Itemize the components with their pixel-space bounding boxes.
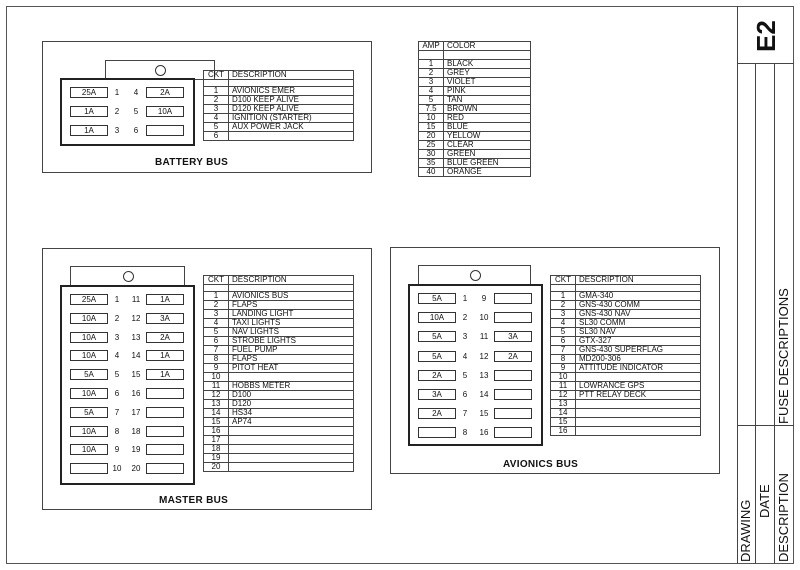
amp-cell: 10 [419, 114, 444, 123]
color-header: COLOR [444, 42, 531, 51]
fuse-number: 18 [131, 426, 141, 436]
table-row [419, 60, 531, 69]
table-row [551, 427, 701, 436]
description-cell: AP74 [229, 418, 354, 427]
ckt-cell: 10 [204, 373, 229, 382]
fuse-number: 6 [133, 126, 139, 135]
table-row [204, 409, 354, 418]
table-header-row [204, 276, 354, 285]
fuse-number: 4 [133, 88, 139, 97]
fuse-number: 2 [114, 313, 120, 323]
fuse-slot [494, 427, 532, 438]
description-cell: D100 [229, 391, 354, 400]
description-cell: HOBBS METER [229, 382, 354, 391]
amp-color-legend-table [418, 41, 531, 177]
table-spacer-row [419, 51, 531, 60]
table-row [551, 328, 701, 337]
fuse-slot: 25A [70, 87, 108, 98]
fuse-number: 3 [114, 126, 120, 135]
amp-cell: 30 [419, 150, 444, 159]
amp-cell: 35 [419, 159, 444, 168]
table-row [204, 454, 354, 463]
color-cell: BLUE [444, 123, 531, 132]
fuse-slot [146, 463, 184, 474]
table-row [204, 364, 354, 373]
fuse-number: 4 [114, 351, 120, 361]
ckt-cell: 11 [551, 382, 576, 391]
color-cell: GREEN [444, 150, 531, 159]
fuse-slot [494, 312, 532, 323]
color-cell: GREY [444, 69, 531, 78]
ckt-cell: 1 [204, 87, 229, 96]
fuse-slot: 10A [146, 106, 184, 117]
avionics-bus-panel [390, 247, 720, 474]
title-block-top-rule [737, 63, 794, 64]
table-row [204, 427, 354, 436]
amp-cell: 40 [419, 168, 444, 177]
ckt-cell: 15 [551, 418, 576, 427]
table-row [204, 355, 354, 364]
fuse-number: 3 [114, 332, 120, 342]
date-label: DATE [757, 484, 772, 518]
avionics-circuit-table [550, 275, 701, 436]
fuse-slot [494, 408, 532, 419]
amp-cell: 3 [419, 78, 444, 87]
ckt-cell: 8 [204, 355, 229, 364]
fuse-slot: 10A [70, 332, 108, 343]
table-row [204, 337, 354, 346]
ckt-header: CKT [204, 276, 229, 285]
color-cell: BLACK [444, 60, 531, 69]
description-label: DESCRIPTION [776, 473, 791, 562]
table-row [204, 463, 354, 472]
fuse-number: 4 [462, 351, 468, 361]
description-cell [576, 418, 701, 427]
description-cell [576, 409, 701, 418]
ckt-cell: 17 [204, 436, 229, 445]
fuse-slot: 2A [494, 351, 532, 362]
master-circuit-table [203, 275, 354, 472]
ckt-cell: 13 [204, 400, 229, 409]
fuse-block-tab [70, 266, 185, 286]
fuse-number: 11 [131, 295, 141, 304]
description-cell: SL30 NAV [576, 328, 701, 337]
ckt-cell: 13 [551, 400, 576, 409]
ckt-cell: 1 [551, 292, 576, 301]
table-row [204, 391, 354, 400]
master-bus-title: MASTER BUS [159, 495, 229, 506]
fuse-number: 19 [131, 445, 141, 455]
fuse-slot: 3A [418, 389, 456, 400]
amp-cell: 1 [419, 60, 444, 69]
ckt-cell: 12 [204, 391, 229, 400]
table-row [551, 400, 701, 409]
amp-cell: 20 [419, 132, 444, 141]
description-cell [229, 454, 354, 463]
table-row [419, 168, 531, 177]
ckt-cell: 4 [551, 319, 576, 328]
color-cell: YELLOW [444, 132, 531, 141]
amp-cell: 4 [419, 87, 444, 96]
fuse-number: 5 [114, 370, 120, 380]
fuse-number: 6 [462, 390, 468, 399]
fuse-slot: 2A [146, 87, 184, 98]
amp-cell: 15 [419, 123, 444, 132]
fuse-slot: 2A [418, 370, 456, 381]
color-cell: RED [444, 114, 531, 123]
description-cell: D120 KEEP ALIVE [229, 105, 354, 114]
fuse-number: 10 [112, 464, 122, 474]
table-row [419, 87, 531, 96]
fuse-number: 9 [481, 294, 487, 303]
description-cell: ATTITUDE INDICATOR [576, 364, 701, 373]
table-row [419, 78, 531, 87]
fuse-number: 5 [133, 107, 139, 116]
description-header: DESCRIPTION [576, 276, 701, 285]
table-header-row [551, 276, 701, 285]
avionics-fuse-block [408, 284, 543, 446]
table-row [551, 346, 701, 355]
description-cell: GNS-430 SUPERFLAG [576, 346, 701, 355]
fuse-number: 7 [114, 407, 120, 417]
ckt-cell: 10 [551, 373, 576, 382]
fuse-number: 7 [462, 409, 468, 419]
color-cell: CLEAR [444, 141, 531, 150]
ckt-header: CKT [204, 71, 229, 80]
title-block-col [755, 63, 756, 564]
master-bus-panel [42, 248, 372, 510]
fuse-number: 11 [479, 332, 489, 342]
fuse-number: 14 [131, 351, 141, 361]
table-row [419, 114, 531, 123]
description-cell: GNS-430 COMM [576, 301, 701, 310]
description-cell: PITOT HEAT [229, 364, 354, 373]
fuse-block-tab [105, 60, 215, 80]
mount-hole-icon [123, 271, 134, 282]
description-cell [229, 132, 354, 141]
ckt-cell: 1 [204, 292, 229, 301]
ckt-cell: 11 [204, 382, 229, 391]
description-cell [229, 463, 354, 472]
fuse-number: 1 [114, 295, 120, 304]
ckt-cell: 8 [551, 355, 576, 364]
description-cell: FLAPS [229, 301, 354, 310]
fuse-slot: 5A [418, 351, 456, 362]
fuse-slot [494, 293, 532, 304]
table-row [204, 400, 354, 409]
description-cell: TAXI LIGHTS [229, 319, 354, 328]
ckt-cell: 5 [204, 123, 229, 132]
fuse-number: 1 [462, 294, 468, 303]
fuse-slot: 10A [418, 312, 456, 323]
color-cell: BROWN [444, 105, 531, 114]
ckt-cell: 4 [204, 114, 229, 123]
table-header-row [204, 71, 354, 80]
ckt-cell: 18 [204, 445, 229, 454]
ckt-cell: 3 [204, 310, 229, 319]
ckt-cell: 16 [551, 427, 576, 436]
fuse-slot: 3A [494, 331, 532, 342]
fuse-number: 15 [479, 409, 489, 419]
fuse-number: 2 [462, 313, 468, 323]
ckt-cell: 7 [551, 346, 576, 355]
amp-cell: 25 [419, 141, 444, 150]
ckt-cell: 14 [551, 409, 576, 418]
ckt-cell: 9 [551, 364, 576, 373]
description-cell: LOWRANCE GPS [576, 382, 701, 391]
amp-header: AMP [419, 42, 444, 51]
description-cell: FUEL PUMP [229, 346, 354, 355]
fuse-slot: 5A [70, 407, 108, 418]
description-cell [576, 427, 701, 436]
fuse-number: 14 [479, 390, 489, 399]
fuse-number: 2 [114, 107, 120, 116]
description-cell: AVIONICS BUS [229, 292, 354, 301]
fuse-slot [146, 444, 184, 455]
ckt-cell: 6 [551, 337, 576, 346]
fuse-slot [494, 389, 532, 400]
color-cell: ORANGE [444, 168, 531, 177]
description-cell: MD200-306 [576, 355, 701, 364]
ckt-cell: 20 [204, 463, 229, 472]
fuse-slot: 10A [70, 313, 108, 324]
table-row [419, 132, 531, 141]
description-cell [229, 445, 354, 454]
description-cell: D120 [229, 400, 354, 409]
ckt-cell: 16 [204, 427, 229, 436]
fuse-slot: 10A [70, 350, 108, 361]
description-cell: PTT RELAY DECK [576, 391, 701, 400]
fuse-number: 12 [479, 351, 489, 361]
ckt-cell: 6 [204, 132, 229, 141]
description-cell [229, 427, 354, 436]
ckt-cell: 19 [204, 454, 229, 463]
legend-header-row [419, 42, 531, 51]
color-cell: TAN [444, 96, 531, 105]
drawing-label: DRAWING [738, 499, 753, 562]
description-cell: NAV LIGHTS [229, 328, 354, 337]
description-cell: AUX POWER JACK [229, 123, 354, 132]
ckt-cell: 5 [551, 328, 576, 337]
avionics-bus-title: AVIONICS BUS [503, 459, 579, 470]
ckt-cell: 15 [204, 418, 229, 427]
fuse-number: 17 [131, 407, 141, 417]
description-cell: IGNITION (STARTER) [229, 114, 354, 123]
fuse-number: 16 [131, 389, 141, 398]
fuse-number: 13 [131, 332, 141, 342]
fuse-slot [70, 463, 108, 474]
table-row [204, 292, 354, 301]
description-cell [576, 400, 701, 409]
ckt-cell: 2 [551, 301, 576, 310]
fuse-block-tab [418, 265, 531, 285]
table-row [551, 319, 701, 328]
description-cell: GNS-430 NAV [576, 310, 701, 319]
fuse-slot [494, 370, 532, 381]
fuse-number: 8 [462, 428, 468, 438]
fuse-slot [146, 125, 184, 136]
ckt-cell: 6 [204, 337, 229, 346]
description-cell: GTX-327 [576, 337, 701, 346]
title-block-col [774, 63, 775, 564]
fuse-slot: 2A [418, 408, 456, 419]
description-cell: LANDING LIGHT [229, 310, 354, 319]
table-row [551, 364, 701, 373]
table-row [551, 310, 701, 319]
table-spacer-row [551, 285, 701, 292]
battery-bus-panel [42, 41, 372, 173]
description-cell: FLAPS [229, 355, 354, 364]
table-row [204, 123, 354, 132]
table-row [551, 409, 701, 418]
table-row [204, 132, 354, 141]
description-cell: SL30 COMM [576, 319, 701, 328]
fuse-slot: 3A [146, 313, 184, 324]
amp-cell: 7.5 [419, 105, 444, 114]
fuse-slot [146, 388, 184, 399]
description-header: DESCRIPTION [229, 276, 354, 285]
ckt-cell: 2 [204, 301, 229, 310]
description-cell: STROBE LIGHTS [229, 337, 354, 346]
description-cell: AVIONICS EMER [229, 87, 354, 96]
color-cell: VIOLET [444, 78, 531, 87]
fuse-slot [418, 427, 456, 438]
ckt-cell: 3 [551, 310, 576, 319]
fuse-slot: 10A [70, 388, 108, 399]
fuse-slot: 10A [70, 426, 108, 437]
amp-cell: 2 [419, 69, 444, 78]
color-cell: BLUE GREEN [444, 159, 531, 168]
fuse-slot: 5A [418, 331, 456, 342]
ckt-cell: 4 [204, 319, 229, 328]
mount-hole-icon [155, 65, 166, 76]
description-header: DESCRIPTION [229, 71, 354, 80]
fuse-number: 1 [114, 88, 120, 97]
fuse-slot: 1A [70, 125, 108, 136]
fuse-number: 9 [114, 445, 120, 455]
table-row [551, 391, 701, 400]
ckt-cell: 9 [204, 364, 229, 373]
fuse-slot [146, 407, 184, 418]
table-row [204, 382, 354, 391]
fuse-number: 5 [462, 370, 468, 380]
fuse-number: 12 [131, 313, 141, 323]
fuse-number: 8 [114, 426, 120, 436]
fuse-number: 3 [462, 332, 468, 342]
fuse-number: 10 [479, 313, 489, 323]
ckt-cell: 12 [551, 391, 576, 400]
fuse-slot: 1A [146, 350, 184, 361]
color-cell: PINK [444, 87, 531, 96]
fuse-number: 13 [479, 370, 489, 380]
fuse-slot: 2A [146, 332, 184, 343]
title-block-rule [737, 425, 794, 426]
table-row [419, 105, 531, 114]
fuse-slot: 5A [418, 293, 456, 304]
ckt-cell: 14 [204, 409, 229, 418]
fuse-number: 16 [479, 428, 489, 438]
table-row [551, 418, 701, 427]
fuse-slot: 1A [70, 106, 108, 117]
mount-hole-icon [470, 270, 481, 281]
battery-circuit-table [203, 70, 354, 141]
battery-bus-title: BATTERY BUS [155, 157, 229, 168]
amp-cell: 5 [419, 96, 444, 105]
description-cell [229, 436, 354, 445]
description-cell: D100 KEEP ALIVE [229, 96, 354, 105]
table-row [204, 436, 354, 445]
fuse-slot: 25A [70, 294, 108, 305]
ckt-cell: 3 [204, 105, 229, 114]
ckt-cell: 7 [204, 346, 229, 355]
fuse-slot [146, 426, 184, 437]
ckt-cell: 2 [204, 96, 229, 105]
sheet-id: E2 [751, 20, 781, 52]
ckt-header: CKT [551, 276, 576, 285]
table-row [204, 346, 354, 355]
fuse-slot: 5A [70, 369, 108, 380]
fuse-number: 20 [131, 464, 141, 474]
fuse-number: 15 [131, 370, 141, 380]
description-cell: GMA-340 [576, 292, 701, 301]
ckt-cell: 5 [204, 328, 229, 337]
fuse-slot: 1A [146, 294, 184, 305]
description-cell: HS34 [229, 409, 354, 418]
drawing-description: FUSE DESCRIPTIONS [776, 288, 791, 424]
fuse-number: 6 [114, 389, 120, 398]
table-row [204, 445, 354, 454]
fuse-slot: 1A [146, 369, 184, 380]
table-row [204, 418, 354, 427]
fuse-slot: 10A [70, 444, 108, 455]
